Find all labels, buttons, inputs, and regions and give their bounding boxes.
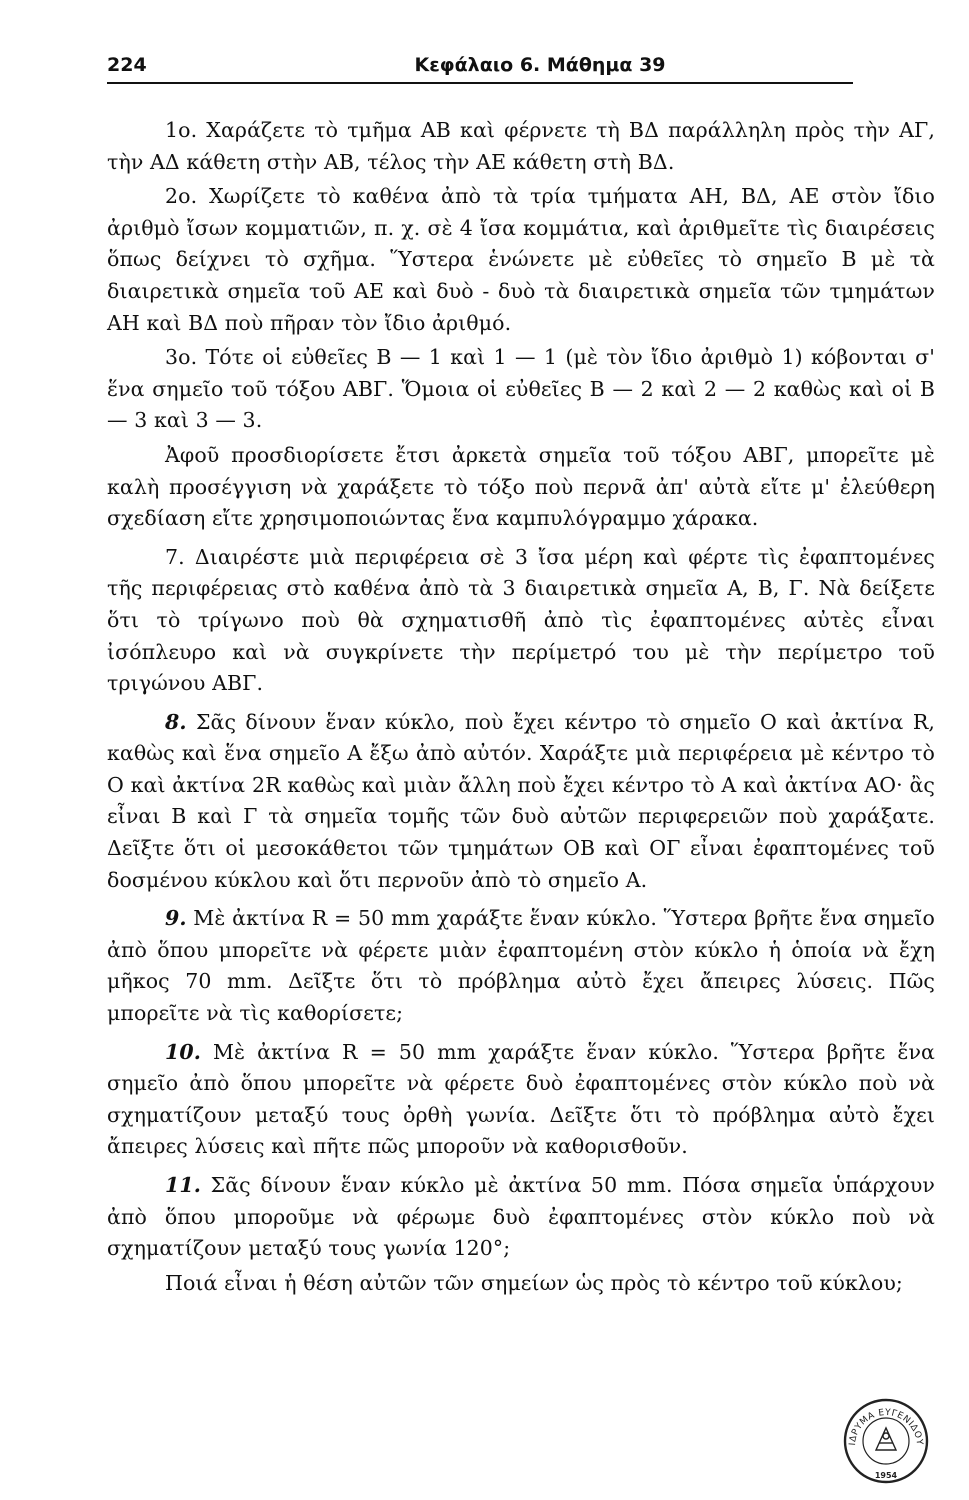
exercise-number: 11. xyxy=(165,1173,201,1197)
paragraph-number: 3ο. xyxy=(165,345,198,370)
paragraph-text: Ποιά εἶναι ἡ θέση αὐτῶν τῶν σημείων ὡς πρὸς τὸ κέντρο τοῦ κύκλου; xyxy=(165,1270,903,1295)
paragraph-step-1 xyxy=(107,115,935,178)
seal-lettering: ΙΔΡΥΜΑ ΕΥΓΕΝΙΔΟΥ xyxy=(847,1407,925,1446)
paragraph-step-3 xyxy=(107,342,935,437)
paragraph-number: 1ο. xyxy=(165,118,198,142)
page-header xyxy=(107,52,853,84)
exercise-number: 8. xyxy=(165,709,187,734)
exercise-number: 10. xyxy=(165,1039,201,1064)
foundation-seal xyxy=(843,1398,929,1484)
exercise-text: Σᾶς δίνουν ἕναν κύκλο, ποὺ ἔχει κέντρο τὸ σημεῖο Ο καὶ ἀκτίνα R, καθὼς καὶ ἕνα σημεῖο Α ἔξω ἀπὸ αὐτόν. Χαράξτε μιὰ περιφέρεια μὲ κέντρο τὸ Ο καὶ ἀκτίνα 2R καθὼς καὶ μιὰν ἄλλη ποὺ ἔχει κέντρο τὸ Α καὶ ἀκτίνα ΑΟ· ἂς εἶναι Β καὶ Γ τὰ σημεῖα τομῆς τῶν δυὸ αὐτῶν περιφερειῶν ποὺ χαράξατε. Δεῖξτε ὅτι οἱ μεσοκάθετοι τῶν τμημάτων ΟΒ καὶ ΟΓ εἶναι ἐφαπτομένες τοῦ δοσμένου κύκλου καὶ ὅτι περνοῦν ἀπὸ τὸ σημεῖο Α. xyxy=(107,709,935,892)
exercise-text: Μὲ ἀκτίνα R = 50 mm χαράξτε ἕναν κύκλο. Ὕστερα βρῆτε ἕνα σημεῖο ἀπὸ ὅπου μπορεῖτε νὰ φέρετε δυὸ ἐφαπτομένες στὸν κύκλο ποὺ νὰ σχηματίζουν μεταξύ τους ὀρθὴ γωνία. Δεῖξτε ὅτι τὸ πρόβλημα αὐτὸ ἔχει ἄπειρες λύσεις καὶ πῆτε πῶς μποροῦν νὰ καθορισθοῦν. xyxy=(107,1039,935,1159)
exercise-text: Διαιρέστε μιὰ περιφέρεια σὲ 3 ἴσα μέρη καὶ φέρτε τὶς ἐφαπτομένες τῆς περιφέρειας στὸ καθένα ἀπὸ τὰ 3 διαιρετικὰ σημεῖα Α, Β, Γ. Νὰ δείξετε ὅτι τὸ τρίγωνο ποὺ θὰ σχηματισθῆ ἀπὸ τὶς ἐφαπτομένες αὐτὲς εἶναι ἰσόπλευρο καὶ νὰ συγκρίνετε τὴν περίμετρό του μὲ τὴν περίμετρο τοῦ τριγώνου ΑΒΓ. xyxy=(107,544,935,696)
exercise-11-question xyxy=(107,1268,935,1300)
exercise-8 xyxy=(107,707,935,897)
exercise-11 xyxy=(107,1170,935,1265)
paragraph-text: Χωρίζετε τὸ καθένα ἀπὸ τὰ τρία τμήματα ΑΗ, ΒΔ, ΑΕ στὸν ἴδιο ἀριθμὸ ἴσων κομματιῶν, π. χ. σὲ 4 ἴσα κομμάτια, καὶ ἀριθμεῖτε τὶς διαιρέσεις ὅπως δείχνει τὸ σχῆμα. Ὕστερα ἑνώνετε μὲ εὐθεῖες τὸ σημεῖο Β μὲ τὰ διαιρετικὰ σημεῖα τοῦ ΑΕ καὶ δυὸ - δυὸ τὰ διαιρετικὰ σημεῖα τῶν τμημάτων ΑΗ καὶ ΒΔ ποὺ πῆραν τὸν ἴδιο ἀριθμό. xyxy=(107,184,935,335)
paragraph-step-2 xyxy=(107,181,935,339)
seal-inner-ring xyxy=(863,1418,909,1464)
paragraph-number: 2ο. xyxy=(165,184,198,209)
paragraph-conclusion xyxy=(107,440,935,535)
seal-emblem-icon xyxy=(876,1428,896,1450)
running-title: Κεφάλαιο 6. Μάθημα 39 xyxy=(414,54,666,76)
exercise-9 xyxy=(107,903,935,1029)
paragraph-text: Χαράζετε τὸ τμῆμα ΑΒ καὶ φέρνετε τὴ ΒΔ παράλληλη πρὸς τὴν ΑΓ, τὴν ΑΔ κάθετη στὴν ΑΒ, τέλος τὴν ΑΕ κάθετη στὴ ΒΔ. xyxy=(107,118,935,174)
exercise-text: Σᾶς δίνουν ἕναν κύκλο μὲ ἀκτίνα 50 mm. Πόσα σημεῖα ὑπάρχουν ἀπὸ ὅπου μποροῦμε νὰ φέρωμε δυὸ ἐφαπτομένες στὸν κύκλο ποὺ νὰ σχηματίζουν μεταξύ τους γωνία 120°; xyxy=(107,1173,935,1261)
paragraph-text: Ἀφοῦ προσδιορίσετε ἔτσι ἀρκετὰ σημεῖα τοῦ τόξου ΑΒΓ, μπορεῖτε μὲ καλὴ προσέγγιση νὰ χαράξετε τὸ τόξο ποὺ περνᾶ ἀπ' αὐτὰ εἴτε μ' ἐλεύθερη σχεδίαση εἴτε χρησιμοποιώντας ἕνα καμπυλόγραμμο χάρακα. xyxy=(107,442,935,531)
exercise-number: 7. xyxy=(165,544,185,569)
exercise-text: Μὲ ἀκτίνα R = 50 mm χαράξτε ἕναν κύκλο. Ὕστερα βρῆτε ἕνα σημεῖο ἀπὸ ὅπου μπορεῖτε νὰ φέρετε μιὰν ἐφαπτομένη στὸν κύκλο ἡ ὁποία νὰ ἔχη μῆκος 70 mm. Δεῖξτε ὅτι τὸ πρόβλημα αὐτὸ ἔχει ἄπειρες λύσεις. Πῶς μπορεῖτε νὰ τὶς καθορίσετε; xyxy=(107,906,935,1026)
page-number: 224 xyxy=(107,54,147,76)
seal-year: 1954 xyxy=(874,1471,898,1480)
exercise-7 xyxy=(107,542,935,700)
body-text xyxy=(107,115,935,1302)
exercise-number: 9. xyxy=(165,906,187,931)
exercise-10 xyxy=(107,1037,935,1163)
paragraph-text: Τότε οἱ εὐθεῖες Β — 1 καὶ 1 — 1 (μὲ τὸν ἴδιο ἀριθμὸ 1) κόβονται σ' ἕνα σημεῖο τοῦ τόξου ΑΒΓ. Ὅμοια οἱ εὐθεῖες Β — 2 καὶ 2 — 2 καθὼς καὶ οἱ Β — 3 καὶ 3 — 3. xyxy=(107,345,935,433)
